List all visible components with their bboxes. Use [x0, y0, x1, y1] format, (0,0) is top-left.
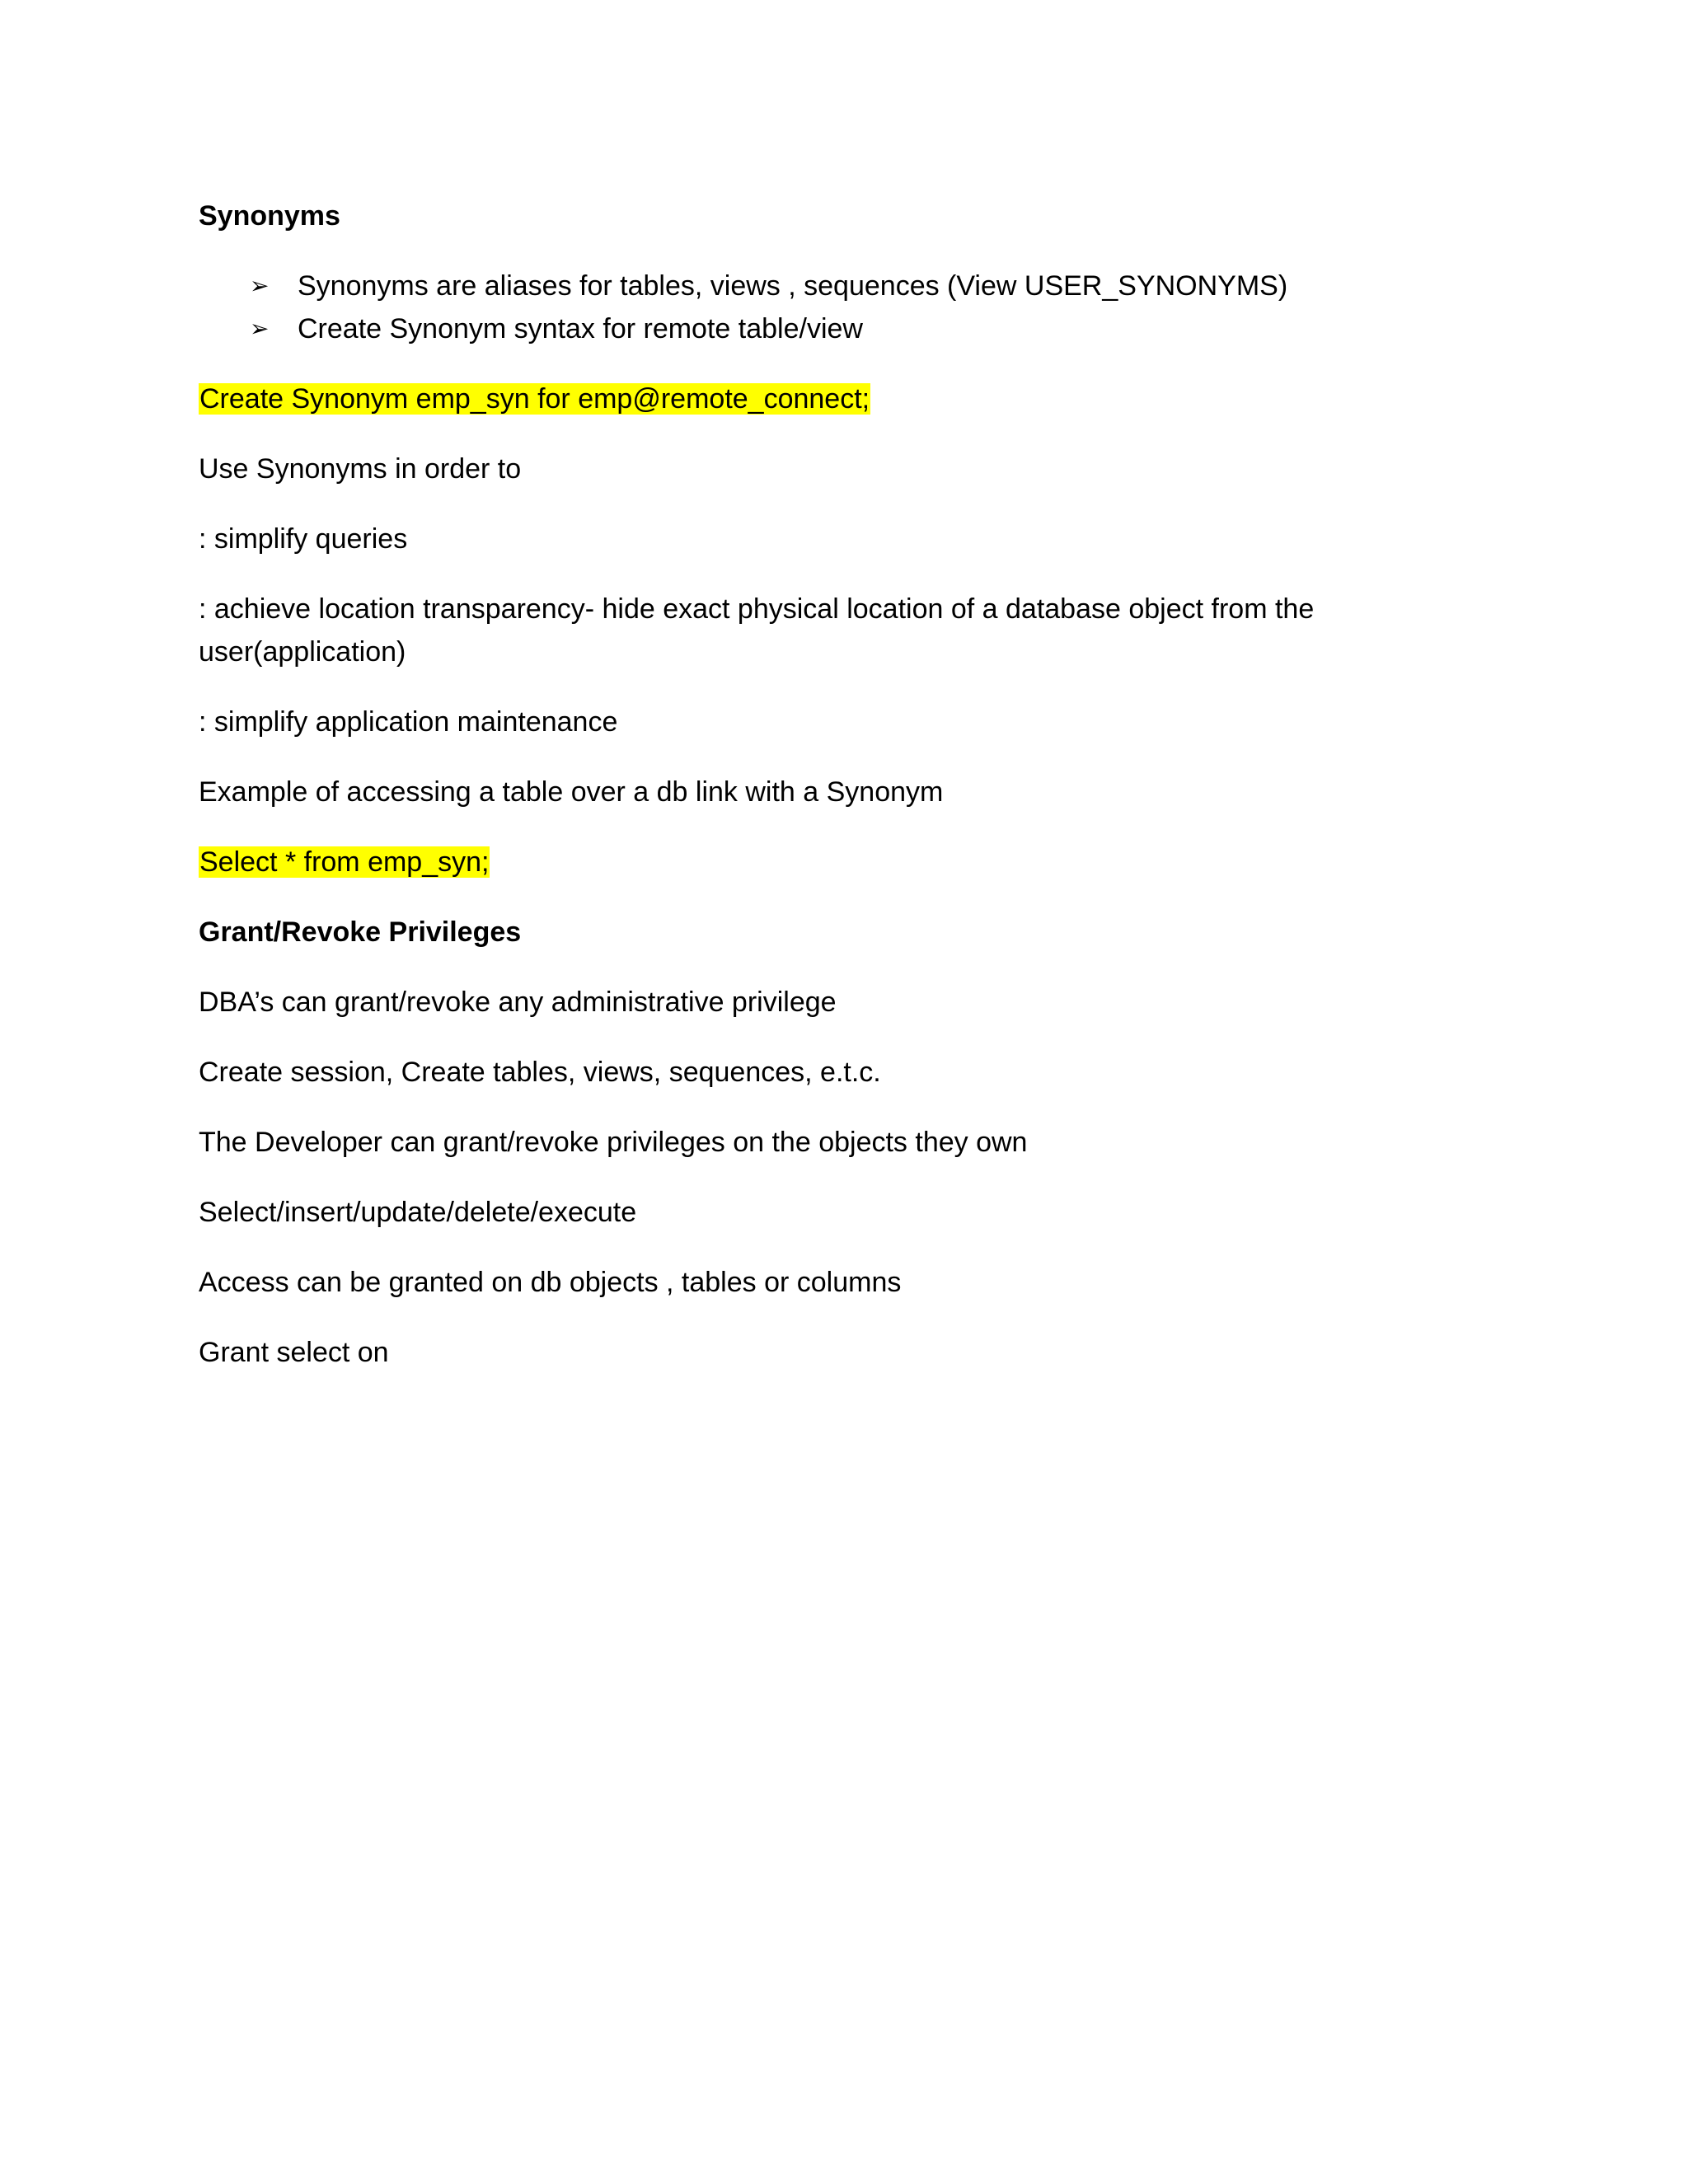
object-privileges-line: Select/insert/update/delete/execute — [199, 1197, 637, 1228]
reason-simplify-maintenance: : simplify application maintenance — [199, 706, 618, 738]
bullet-text: Synonyms are aliases for tables, views , sequences (View USER_SYNONYMS) — [298, 270, 1288, 302]
highlighted-code: Create Synonym emp_syn for emp@remote_connect; — [199, 383, 870, 415]
grant-select-line: Grant select on — [199, 1337, 389, 1368]
arrowhead-bullet-icon: ➢ — [250, 315, 270, 342]
code-select-synonym — [199, 841, 1484, 883]
use-intro: Use Synonyms in order to — [199, 453, 522, 485]
dba-line: DBA’s can grant/revoke any administrative privilege — [199, 987, 837, 1018]
code-create-synonym — [199, 377, 1484, 420]
bullet-text: Create Synonym syntax for remote table/view — [298, 313, 863, 344]
reason-location-transparency: : achieve location transparency- hide exact physical location of a database object from the user(application) — [199, 593, 1315, 668]
developer-line: The Developer can grant/revoke privileges on the objects they own — [199, 1127, 1028, 1158]
document-body — [199, 194, 1484, 1401]
example-intro: Example of accessing a table over a db link with a Synonym — [199, 776, 944, 808]
heading-grant-revoke: Grant/Revoke Privileges — [199, 916, 522, 948]
highlighted-code: Select * from emp_syn; — [199, 846, 490, 878]
list-item — [199, 307, 1484, 350]
create-privileges-line: Create session, Create tables, views, sequences, e.t.c. — [199, 1057, 881, 1088]
access-line: Access can be granted on db objects , tables or columns — [199, 1267, 902, 1298]
arrowhead-bullet-icon: ➢ — [250, 272, 270, 299]
heading-synonyms: Synonyms — [199, 200, 340, 232]
list-item — [199, 265, 1484, 307]
synonyms-bullet-list — [199, 265, 1484, 350]
reason-simplify-queries: : simplify queries — [199, 523, 408, 555]
